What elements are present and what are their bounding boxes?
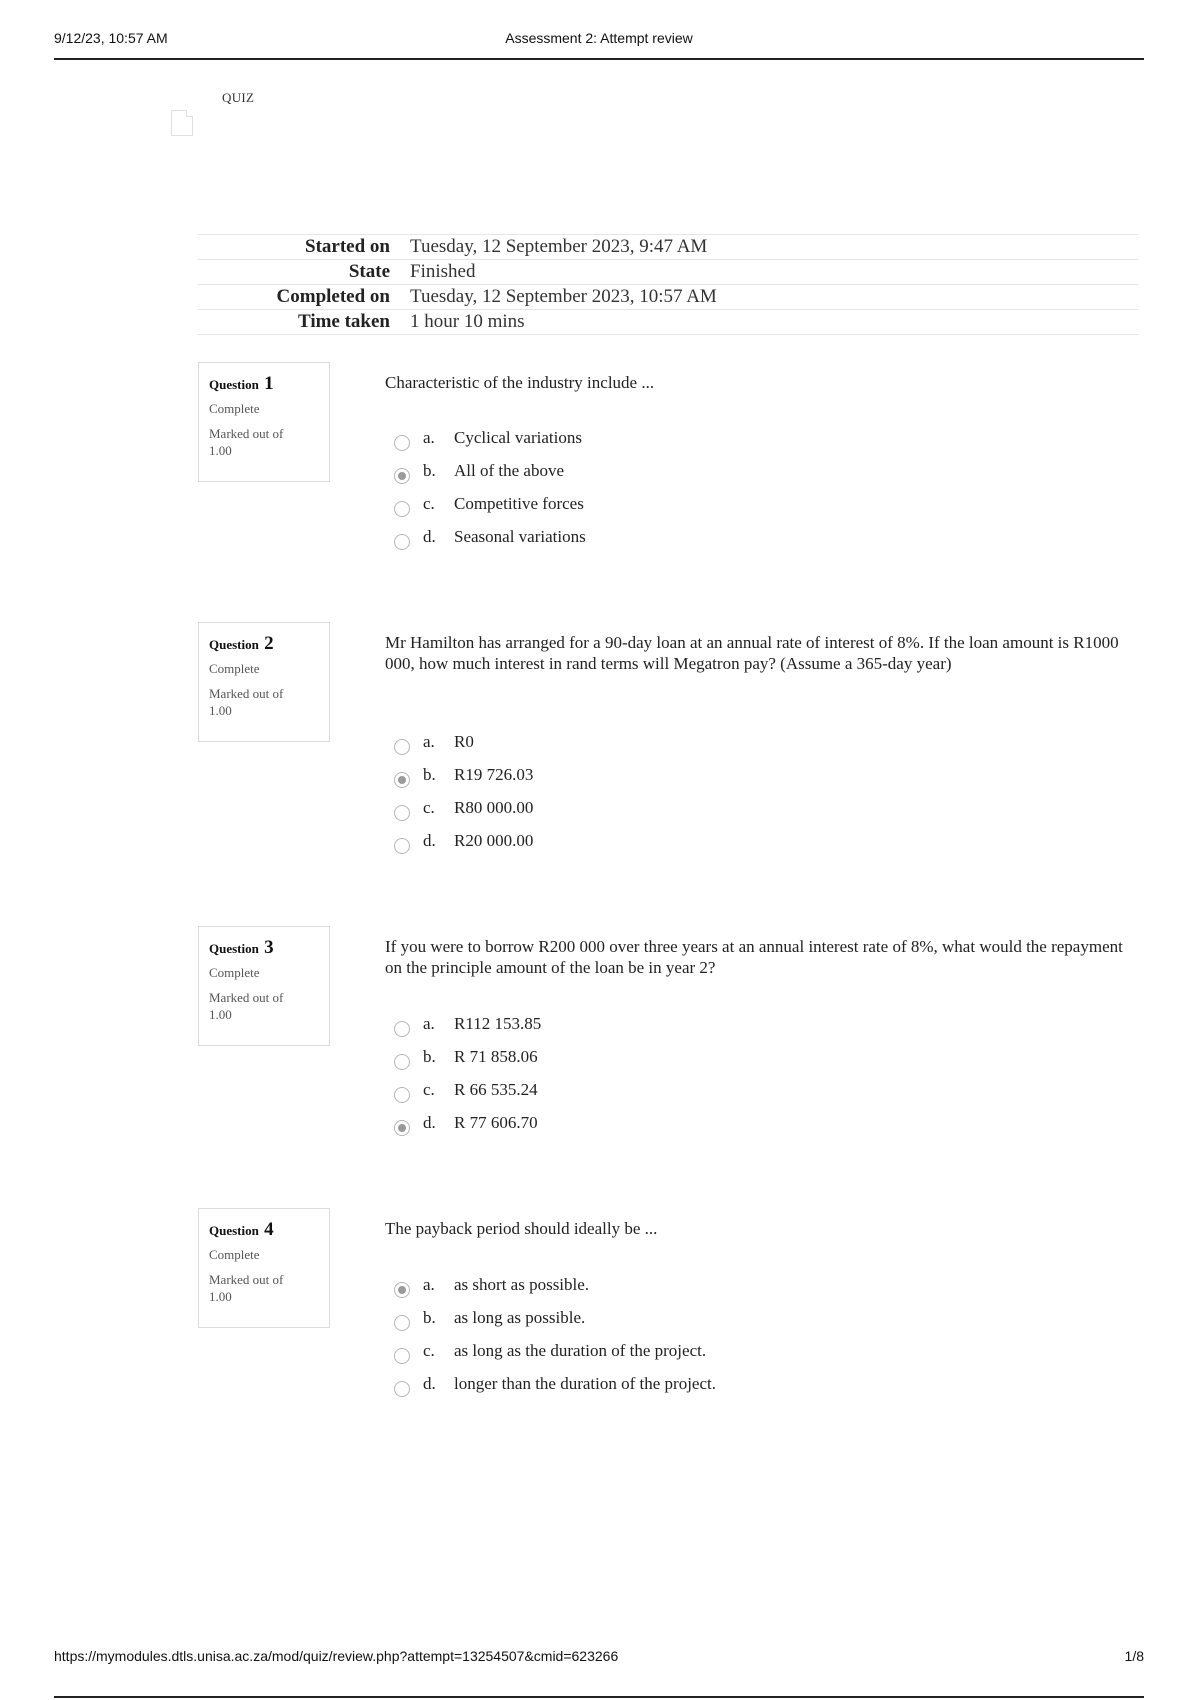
question-number: Question 3	[209, 937, 274, 958]
question-number: Question 4	[209, 1219, 274, 1240]
summary-label: Started on	[305, 236, 390, 257]
page-number: 1/8	[1124, 1648, 1144, 1664]
question-mark: Marked out of 1.00	[209, 686, 284, 718]
summary-value: Tuesday, 12 September 2023, 9:47 AM	[410, 236, 708, 257]
question-text: The payback period should ideally be ...	[385, 1219, 658, 1238]
summary-row	[198, 285, 1138, 310]
summary-row	[198, 310, 1138, 335]
question-number: Question 2	[209, 633, 274, 654]
radio-button[interactable]	[394, 1381, 410, 1397]
radio-button[interactable]	[394, 534, 410, 550]
question-text: Characteristic of the industry include ...	[385, 373, 655, 392]
radio-button[interactable]	[394, 739, 410, 755]
quiz-label: QUIZ	[222, 90, 255, 105]
summary-label: Time taken	[297, 311, 390, 332]
radio-button[interactable]	[394, 838, 410, 854]
summary-row	[198, 235, 1138, 260]
summary-row	[198, 260, 1138, 285]
page-url: https://mymodules.dtls.unisa.ac.za/mod/quiz/review.php?attempt=13254507&cmid=623266	[54, 1648, 619, 1664]
radio-button[interactable]	[394, 1087, 410, 1103]
question-text: If you were to borrow R200 000 over three years at an annual interest rate of 8%, what would the repayment on the principle amount of the loan be in year 2?	[385, 937, 1123, 977]
question-mark: Marked out of 1.00	[209, 1272, 284, 1304]
question-state: Complete	[209, 965, 260, 980]
print-header	[54, 28, 1144, 60]
question-text: Mr Hamilton has arranged for a 90-day loan at an annual rate of interest of 8%. If the loan amount is R1000 000, how much interest in rand terms will Megatron pay? (Assume a 365-day year)	[385, 633, 1119, 673]
question-state: Complete	[209, 661, 260, 676]
question-info	[198, 1208, 330, 1328]
question-info	[198, 622, 330, 742]
summary-label: Completed on	[276, 286, 390, 307]
print-datetime: 9/12/23, 10:57 AM	[54, 30, 168, 46]
summary-value: Finished	[410, 261, 476, 282]
radio-button[interactable]	[394, 1021, 410, 1037]
question-mark: Marked out of 1.00	[209, 426, 284, 458]
question-state: Complete	[209, 401, 260, 416]
radio-button[interactable]	[394, 1120, 410, 1136]
attempt-summary-table	[198, 234, 1138, 335]
question-number: Question 1	[209, 373, 274, 394]
radio-button[interactable]	[394, 1315, 410, 1331]
radio-button[interactable]	[394, 501, 410, 517]
quiz-icon	[171, 110, 193, 136]
radio-button[interactable]	[394, 772, 410, 788]
summary-label: State	[348, 261, 390, 282]
question-state: Complete	[209, 1247, 260, 1262]
print-page-title: Assessment 2: Attempt review	[505, 30, 693, 46]
question-mark: Marked out of 1.00	[209, 990, 284, 1022]
radio-button[interactable]	[394, 1282, 410, 1298]
radio-button[interactable]	[394, 1054, 410, 1070]
radio-button[interactable]	[394, 435, 410, 451]
question-info	[198, 362, 330, 482]
summary-value: Tuesday, 12 September 2023, 10:57 AM	[410, 286, 717, 307]
radio-button[interactable]	[394, 468, 410, 484]
summary-value: 1 hour 10 mins	[410, 311, 525, 332]
print-footer	[54, 1648, 1144, 1698]
radio-button[interactable]	[394, 805, 410, 821]
question-info	[198, 926, 330, 1046]
radio-button[interactable]	[394, 1348, 410, 1364]
